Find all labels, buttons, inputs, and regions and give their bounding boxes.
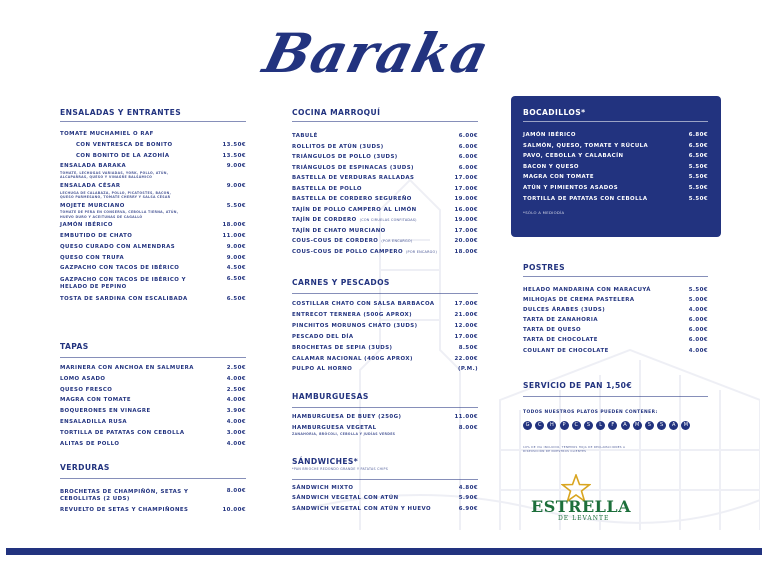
menu-item-price: 20.00€ [454,238,478,244]
menu-item-name: SÁNDWICH VEGETAL CON ATÚN Y HUEVO [292,505,432,512]
menu-item-price: 6.00€ [458,133,478,139]
menu-item-name: HELADO MANDARINA CON MARACUYÁ [523,287,651,293]
menu-item-price: 17.00€ [454,301,478,307]
menu-item-price: 6.00€ [458,143,478,150]
menu-item [60,184,246,199]
menu-item-description: TOMATE, LECHUGAS VARIADAS, YORK, POLLO, ATÚN, ALCAPARRAS, QUESO Y VINAGRE BALSÁMICO [60,170,169,180]
section-title-tapas: TAPAS [60,342,89,351]
tapas-list [60,366,246,452]
gluten-icon: G [523,421,532,430]
menu-item-price: 6.50€ [688,153,708,160]
menu-item [523,308,708,313]
menu-item-name: ENSALADILLA RUSA [60,418,128,425]
menu-item-price: 19.00€ [454,217,478,223]
section-title-verduras: VERDURAS [60,463,110,472]
menu-item-name: TRIÁNGULOS DE POLLO (3UDS) [292,154,398,160]
menu-item [60,143,246,148]
menu-item-price: 5.50€ [688,174,708,181]
menu-item-price: 5.90€ [458,495,478,502]
menu-item-name: GAZPACHO CON TACOS DE IBÉRICO Y HELADO DE PEPINO [60,277,186,291]
menu-item [60,234,246,239]
section-title-sandwiches: SÁNDWICHES* [292,457,359,466]
menu-item [292,357,478,362]
menu-item [523,349,708,354]
ensaladas-list [60,132,246,302]
mustard-icon: M [633,421,642,430]
hamburguesas-list [292,415,478,441]
menu-item [292,367,478,372]
menu-item-name: PULPO AL HORNO [292,366,353,373]
menu-item-name: COSTILLAR CHATO CON SALSA BARBACOA [292,301,435,307]
section-rule [523,121,708,122]
menu-item-name: TARTA DE ZANAHORIA [523,317,598,324]
menu-item [292,302,478,307]
menu-item [523,328,708,333]
menu-item [60,489,246,503]
menu-item-price: 6.80€ [688,132,708,138]
menu-item-price: 6.00€ [688,317,708,324]
menu-item [292,208,478,213]
menu-item-name: QUESO CURADO CON ALMENDRAS [60,243,176,250]
menu-item [60,204,246,219]
menu-item-price: 2.50€ [226,365,246,371]
menu-item-name: BACON Y QUESO [523,163,579,170]
menu-item-price: 6.90€ [458,505,478,512]
soy-icon: S [584,421,593,430]
menu-item-price: 17.00€ [454,175,478,181]
menu-item-price: 5.50€ [688,195,708,202]
menu-item [60,508,246,513]
vat-note: 10% DE IVA INCLUIDO. TENEMOS HOJA DE RECLAMACIONES A DISPOSICIÓN DE NUESTROS CLIENTES [523,445,626,453]
menu-item-price: 6.00€ [688,327,708,334]
menu-item [60,388,246,393]
menu-item-name: HAMBURGUESA DE BUEY (250G) [292,414,402,420]
menu-item-price: 3.90€ [226,408,246,415]
egg-icon: H [547,421,556,430]
cocina-list [292,134,478,255]
column-left [60,108,246,514]
bocadillos-list [523,133,708,202]
menu-item [60,398,246,403]
menu-item-price: 11.00€ [454,414,478,420]
menu-item-name: COUS-COUS DE POLLO CAMPERO [292,248,403,255]
section-rule [60,357,246,358]
menu-item [292,155,478,160]
menu-item-name: BOQUERONES EN VINAGRE [60,408,151,415]
menu-item-name: TARTA DE QUESO [523,327,582,334]
section-title-bocadillos: BOCADILLOS* [523,108,586,117]
menu-item-name: TAJÍN DE POLLO CAMPERO AL LIMÓN [292,206,417,213]
menu-item-name: PAVO, CEBOLLA Y CALABACÍN [523,153,624,160]
menu-item-name: TOMATE MUCHAMIEL O RAF [60,131,154,137]
section-title-hamburguesas: HAMBURGUESAS [292,392,369,401]
menu-item-name: BASTELLA DE VERDURAS RALLADAS [292,175,415,181]
menu-item-name: CON VENTRESCA DE BONITO [76,141,173,148]
menu-item-name: TOSTA DE SARDINA CON ESCALIBADA [60,295,188,302]
column-right [523,263,708,453]
allergens-heading: TODOS NUESTROS PLATOS PUEDEN CONTENER: [523,410,658,415]
menu-item-name: TABULÉ [292,133,318,139]
menu-item-name: BASTELLA DE CORDERO SEGUREÑO [292,196,412,202]
section-rule [292,479,478,480]
menu-item-name: TAJÍN DE CORDERO [292,217,357,223]
menu-item-name: PESCADO DEL DÍA [292,333,354,340]
menu-item-name: MOJETE MURCIANO [60,202,125,209]
menu-item-name: HAMBURGUESA VEGETAL [292,424,377,431]
menu-item [523,288,708,293]
menu-item-price: 13.50€ [222,141,246,148]
estrella-sub: DE LEVANTE [558,515,610,522]
menu-item-price: 6.50€ [226,276,246,283]
menu-item-price: 9.00€ [226,183,246,189]
menu-item-name: TARTA DE CHOCOLATE [523,337,598,344]
menu-item-price: 4.00€ [226,418,246,425]
fish-icon: P [560,421,569,430]
baraka-logo [250,12,500,92]
menu-item [60,431,246,436]
menu-item-price: 17.00€ [454,333,478,340]
menu-item-name: MAGRA CON TOMATE [523,174,595,181]
menu-item-price: 3.00€ [226,429,246,436]
section-title-ensaladas: ENSALADAS Y ENTRANTES [60,108,182,117]
postres-list [523,288,708,354]
menu-item-price: 5.00€ [688,297,708,304]
menu-item [60,164,246,179]
section-rule [523,276,708,277]
nuts-icon: F [608,421,617,430]
menu-item-name: GAZPACHO CON TACOS DE IBÉRICO [60,265,180,272]
menu-item-name: QUESO CON TRUFA [60,254,125,261]
menu-item-description: ZANAHORIA, BRÓCOLI, CEBOLLA Y JUDÍAS VERDES [292,432,396,437]
menu-item [292,197,478,202]
allergen-icons [523,421,690,430]
menu-item-price: 19.00€ [454,196,478,202]
servicio-pan: SERVICIO DE PAN 1,50€ [523,381,633,390]
menu-item-price: (P.M.) [457,366,478,373]
menu-item-price: 4.00€ [688,347,708,354]
menu-item-price: 10.00€ [222,507,246,514]
menu-item-price: 6.00€ [688,337,708,344]
menu-item-price: 16.00€ [454,206,478,213]
menu-item-price: 17.00€ [454,227,478,234]
menu-item [60,266,246,271]
menu-item [292,346,478,351]
menu-item-price: 17.00€ [454,185,478,192]
logo-text: Baraka [257,21,496,85]
menu-item [523,175,708,180]
menu-item-name: BASTELLA DE POLLO [292,185,362,192]
section-title-postres: POSTRES [523,263,565,272]
menu-item-price: 6.00€ [458,154,478,160]
menu-item [60,409,246,414]
menu-item [292,218,478,223]
menu-item-price: 5.50€ [226,202,246,209]
menu-item [292,176,478,181]
menu-item-price: 21.00€ [454,311,478,318]
menu-item-name: EMBUTIDO DE CHATO [60,233,133,240]
estrella-logo [528,474,632,524]
menu-item-price: 9.00€ [226,254,246,261]
section-rule [60,121,246,122]
section-rule [292,121,478,122]
menu-item-name: REVUELTO DE SETAS Y CHAMPIÑONES [60,507,189,514]
menu-item-name: JAMÓN IBÉRICO [523,132,576,138]
column-middle [292,108,478,512]
menu-item-price: 4.00€ [226,440,246,447]
menu-item [523,154,708,159]
menu-item [292,335,478,340]
menu-item [292,324,478,329]
menu-item-name: CALAMAR NACIONAL (400G APROX) [292,355,413,362]
menu-item [292,166,478,171]
menu-item-name: TORTILLA DE PATATAS CON CEBOLLA [60,429,185,436]
menu-item [60,420,246,425]
sandwiches-note: *PAN BRIOCHE REDONDO GRANDE Y PATATAS CHIPS [292,467,389,472]
carnes-list [292,302,478,378]
menu-item [292,507,478,512]
menu-item-name: SALMÓN, QUESO, TOMATE Y RÚCULA [523,142,649,149]
menu-item-price: 4.00€ [688,307,708,314]
menu-item-price: 22.00€ [454,355,478,362]
menu-item-name: LOMO ASADO [60,375,106,382]
menu-item-name: ENSALADA BARAKA [60,163,127,170]
menu-item [60,223,246,228]
menu-item [60,277,246,291]
menu-item [292,187,478,192]
menu-item-name: CON BONITO DE LA AZOHÍA [76,152,170,159]
sulphites-icon: S [657,421,666,430]
menu-item [523,298,708,303]
menu-item-name: ALITAS DE POLLO [60,440,120,447]
menu-item-name: BROCHETAS DE SEPIA (3UDS) [292,344,393,351]
section-rule [292,407,478,408]
estrella-name: ESTRELLA [531,497,632,516]
menu-item-price: 13.50€ [222,152,246,159]
section-rule [523,396,708,397]
menu-item-name: JAMÓN IBÉRICO [60,222,113,229]
menu-item-price: 8.00€ [458,424,478,431]
menu-item-price: 11.00€ [222,233,246,240]
menu-item-name: QUESO FRESCO [60,386,113,393]
menu-item-price: 6.50€ [688,142,708,149]
molluscs-icon: M [681,421,690,430]
menu-item [292,426,478,437]
menu-item [292,313,478,318]
sesame-icon: S [645,421,654,430]
menu-item-name: DULCES ÁRABES (3UDS) [523,307,606,314]
menu-item-price: 4.00€ [226,375,246,382]
menu-item-description: TOMATE DE PERA EN CONSERVA, CEBOLLA TIERNA, ATÚN, HUEVO DURO Y ACEITUNAS DE CAGALLÓ [60,210,179,219]
menu-item-name: COULANT DE CHOCOLATE [523,347,609,354]
menu-item [60,154,246,159]
menu-item-price: 9.00€ [226,243,246,250]
menu-item [60,297,246,302]
menu-item-name: TORTILLA DE PATATAS CON CEBOLLA [523,195,648,202]
menu-item [292,239,478,244]
menu-item-price: 8.00€ [226,488,246,494]
menu-item [523,144,708,149]
section-title-cocina: COCINA MARROQUÍ [292,108,381,117]
menu-item-name: TRIÁNGULOS DE ESPINACAS (3UDS) [292,164,414,171]
menu-item-name: ENTRECOT TERNERA (500G APROX) [292,311,413,318]
lupin-icon: A [669,421,678,430]
menu-item-name: COUS-COUS DE CORDERO [292,238,379,244]
menu-item-name: TAJÍN DE CHATO MURCIANO [292,227,386,234]
menu-item [60,256,246,261]
menu-item-name: ROLLITOS DE ATÚN (3UDS) [292,143,384,150]
menu-item [60,377,246,382]
menu-item [292,496,478,501]
sandwiches-list [292,486,478,517]
crustaceans-icon: C [535,421,544,430]
menu-item-price: 6.50€ [226,295,246,302]
menu-item [523,318,708,323]
menu-item-price: 5.50€ [688,163,708,170]
menu-item-price: 6.00€ [458,164,478,171]
bocadillos-note: *SÓLO A MEDIODÍA [523,209,565,215]
menu-item [292,145,478,150]
menu-item-name: MILHOJAS DE CREMA PASTELERA [523,297,635,304]
menu-item-name: SÁNDWICH MIXTO [292,485,354,491]
menu-item [523,338,708,343]
menu-item [523,133,708,138]
menu-item [60,132,246,137]
menu-item [292,415,478,420]
menu-item-price: 9.00€ [226,163,246,170]
section-title-carnes: CARNES Y PESCADOS [292,278,390,287]
menu-item [292,229,478,234]
menu-item [523,186,708,191]
milk-icon: L [596,421,605,430]
menu-item [60,442,246,447]
menu-item-price: 12.00€ [454,322,478,329]
menu-item-note: (POR ENCARGO) [381,239,413,243]
menu-item-note: (CON CIRUELAS CONFITADAS) [359,218,417,222]
menu-item-price: 8.50€ [458,344,478,351]
bocadillos-box [511,96,721,237]
menu-item-name: PINCHITOS MORUNOS CHATO (3UDS) [292,322,418,329]
menu-item-price: 5.50€ [688,287,708,293]
menu-item-price: 2.50€ [226,386,246,393]
menu-item [292,486,478,491]
menu-item [292,134,478,139]
menu-item-price: 4.00€ [226,397,246,404]
menu-item-price: 4.80€ [458,485,478,491]
menu-item [292,250,478,255]
verduras-list [60,489,246,519]
celery-icon: A [621,421,630,430]
menu-item-name: ATÚN Y PIMIENTOS ASADOS [523,184,619,191]
menu-item-name: ENSALADA CÉSAR [60,183,121,189]
menu-item-price: 4.50€ [226,265,246,272]
menu-item [60,366,246,371]
section-rule [292,293,478,294]
footer-bar [6,548,762,555]
menu-item-name: SÁNDWICH VEGETAL CON ATÚN [292,495,399,502]
menu-item [523,165,708,170]
peanut-icon: C [572,421,581,430]
menu-item-description: LECHUGA DE CALABAZA, POLLO, PICATOSTES, BACON, QUESO PARMESANO, TOMATE CHERRY Y SALSA CÉSAR [60,190,172,199]
menu-item-note: (POR ENCARGO) [405,249,438,254]
section-rule [60,478,246,479]
menu-item-name: MAGRA CON TOMATE [60,397,132,404]
menu-item-name: MARINERA CON ANCHOA EN SALMUERA [60,365,194,371]
menu-item-price: 18.00€ [222,222,246,229]
menu-item-price: 18.00€ [454,248,478,255]
menu-item-price: 5.50€ [688,184,708,191]
menu-item [523,197,708,202]
menu-item [60,245,246,250]
menu-item-name: BROCHETAS DE CHAMPIÑÓN, SETAS Y CEBOLLITAS (2 UDS) [60,489,189,503]
